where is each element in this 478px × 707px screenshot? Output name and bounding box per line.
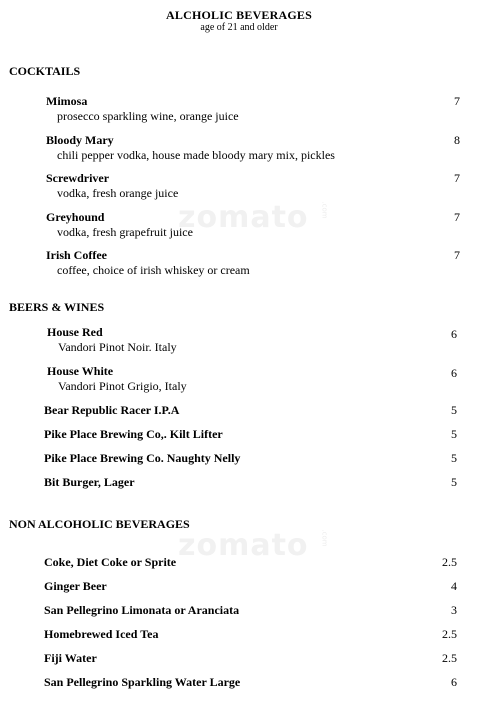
menu-item (0, 325, 478, 357)
item-price: 8 (454, 133, 460, 147)
watermark-suffix: .com (320, 201, 329, 219)
item-description: chili pepper vodka, house made bloody mary mix, pickles (57, 148, 335, 162)
item-price: 6 (451, 675, 457, 689)
menu-item (0, 94, 478, 126)
menu-title: ALCHOLIC BEVERAGES (166, 8, 312, 22)
item-price: 3 (451, 603, 457, 617)
item-name: Greyhound (46, 210, 105, 224)
item-name: Pike Place Brewing Co. Naughty Nelly (44, 451, 241, 465)
item-price: 2.5 (442, 627, 457, 641)
item-name: House Red (47, 325, 103, 339)
item-price: 2.5 (442, 555, 457, 569)
section-heading-cocktails: COCKTAILS (9, 64, 81, 78)
item-price: 5 (451, 427, 457, 441)
item-price: 7 (454, 248, 460, 262)
menu-item (0, 248, 478, 280)
item-name: Homebrewed Iced Tea (44, 627, 159, 641)
menu-item (0, 171, 478, 203)
item-description: coffee, choice of irish whiskey or cream (57, 263, 250, 277)
item-price: 2.5 (442, 651, 457, 665)
item-price: 7 (454, 210, 460, 224)
section-heading-non-alcoholic: NON ALCOHOLIC BEVERAGES (9, 517, 190, 531)
item-price: 5 (451, 403, 457, 417)
item-name: Mimosa (46, 94, 88, 108)
item-name: Coke, Diet Coke or Sprite (44, 555, 177, 569)
item-description: Vandori Pinot Grigio, Italy (58, 379, 187, 393)
item-price: 6 (451, 366, 457, 380)
item-name: Bear Republic Racer I.P.A (44, 403, 180, 417)
menu-subtitle: age of 21 and older (200, 22, 278, 33)
item-description: Vandori Pinot Noir. Italy (58, 340, 177, 354)
item-name: Irish Coffee (46, 248, 107, 262)
menu-item (0, 364, 478, 396)
watermark-suffix: .com (320, 529, 329, 547)
item-price: 5 (451, 475, 457, 489)
item-name: San Pellegrino Limonata or Aranciata (44, 603, 240, 617)
item-price: 6 (451, 327, 457, 341)
watermark-logo: zomato (178, 200, 309, 235)
item-name: Bit Burger, Lager (44, 475, 135, 489)
item-name: Fiji Water (44, 651, 97, 665)
menu-item (0, 475, 478, 507)
item-description: prosecco sparkling wine, orange juice (57, 109, 239, 123)
item-name: San Pellegrino Sparkling Water Large (44, 675, 241, 689)
item-name: House White (47, 364, 114, 378)
menu-item (0, 675, 478, 707)
item-price: 5 (451, 451, 457, 465)
section-heading-beers-wines: BEERS & WINES (9, 300, 105, 314)
item-description: vodka, fresh orange juice (57, 186, 179, 200)
menu-item (0, 133, 478, 165)
watermark-logo: zomato (178, 528, 309, 563)
item-price: 7 (454, 171, 460, 185)
item-name: Screwdriver (46, 171, 110, 185)
item-name: Bloody Mary (46, 133, 114, 147)
menu-item (0, 210, 478, 242)
item-name: Pike Place Brewing Co,. Kilt Lifter (44, 427, 223, 441)
item-price: 7 (454, 94, 460, 108)
item-price: 4 (451, 579, 457, 593)
item-name: Ginger Beer (44, 579, 107, 593)
item-description: vodka, fresh grapefruit juice (57, 225, 193, 239)
